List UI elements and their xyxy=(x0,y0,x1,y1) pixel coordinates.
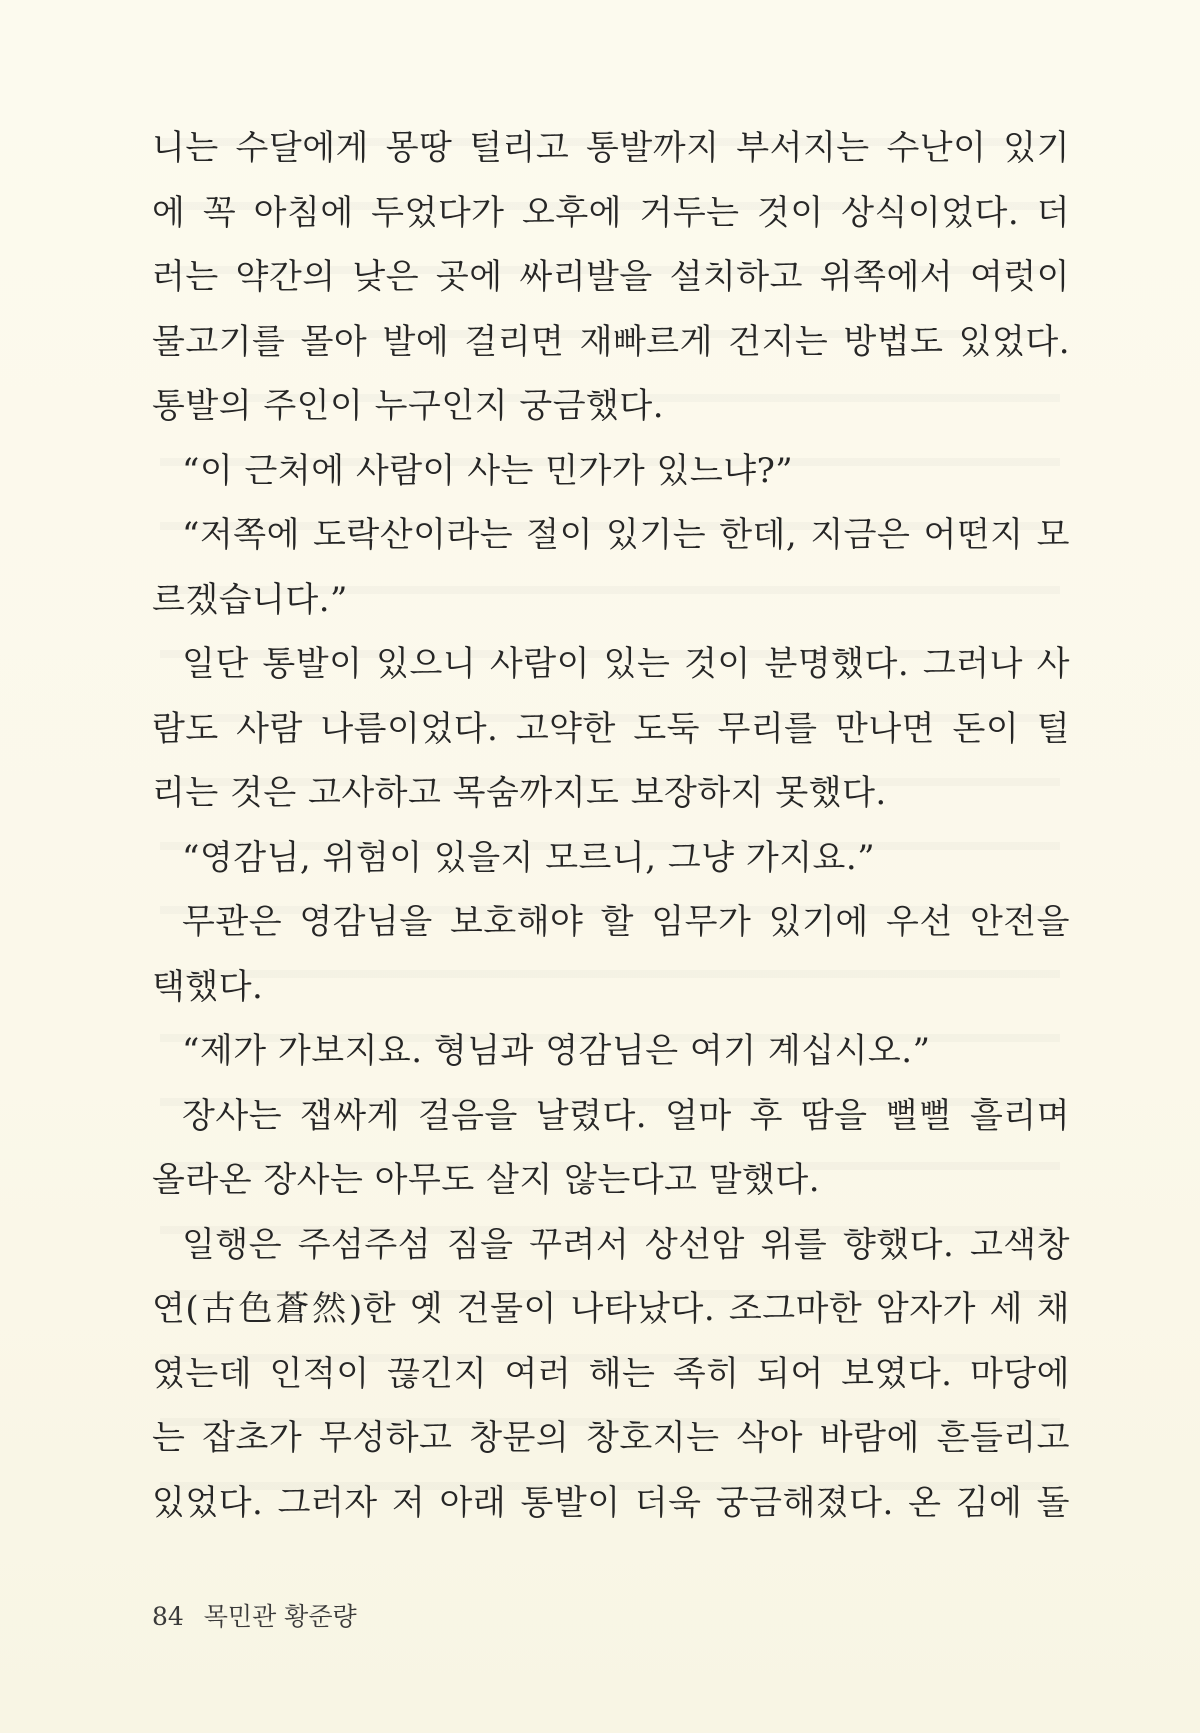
text-line: 물고기를 몰아 발에 걸리면 재빠르게 건지는 방법도 있었다. xyxy=(152,321,1070,362)
text-line: 에 꼭 아침에 두었다가 오후에 거두는 것이 상식이었다. 더 xyxy=(152,192,1070,233)
text-line: 통발의 주인이 누구인지 궁금했다. xyxy=(152,386,665,426)
text-line: 러는 약간의 낮은 곳에 싸리발을 설치하고 위쪽에서 여럿이 xyxy=(152,257,1070,297)
text-line: 일단 통발이 있으니 사람이 있는 것이 분명했다. 그러나 사 xyxy=(182,644,1070,684)
text-line: 무관은 영감님을 보호해야 할 임무가 있기에 우선 안전을 xyxy=(182,902,1070,942)
text-line: 있었다. 그러자 저 아래 통발이 더욱 궁금해졌다. 온 김에 돌 xyxy=(152,1482,1070,1523)
text-line: 는 잡초가 무성하고 창문의 창호지는 삭아 바람에 흔들리고 xyxy=(152,1418,1070,1458)
text-line: 올라온 장사는 아무도 살지 않는다고 말했다. xyxy=(152,1160,821,1200)
text-line: 장사는 잽싸게 걸음을 날렸다. 얼마 후 땀을 뻘뻘 흘리며 xyxy=(182,1095,1070,1136)
page-number: 84 xyxy=(152,1602,184,1631)
text-line: 연(古色蒼然)한 옛 건물이 나타났다. 조그마한 암자가 세 채 xyxy=(152,1289,1070,1329)
text-line: 리는 것은 고사하고 목숨까지도 보장하지 못했다. xyxy=(152,773,887,813)
text-line: 였는데 인적이 끊긴지 여러 해는 족히 되어 보였다. 마당에 xyxy=(152,1353,1070,1394)
book-title: 목민관 황준량 xyxy=(203,1602,357,1631)
text-line: 택했다. xyxy=(152,966,264,1007)
text-line: 니는 수달에게 몽땅 털리고 통발까지 부서지는 수난이 있기 xyxy=(152,128,1070,168)
dialogue-line: “저쪽에 도락산이라는 절이 있기는 한데, 지금은 어떤지 모 xyxy=(182,515,1070,555)
dialogue-line: 르겠습니다.” xyxy=(152,579,348,620)
text-line: 람도 사람 나름이었다. 고약한 도둑 무리를 만나면 돈이 털 xyxy=(152,708,1070,749)
dialogue-line: “제가 가보지요. 형님과 영감님은 여기 계십시오.” xyxy=(182,1031,931,1071)
body-text xyxy=(152,116,1070,1535)
dialogue-line: “영감님, 위험이 있을지 모르니, 그냥 가지요.” xyxy=(182,837,876,878)
dialogue-line: “이 근처에 사람이 사는 민가가 있느냐?” xyxy=(182,450,794,491)
page-footer xyxy=(152,1597,357,1633)
text-line: 일행은 주섬주섬 짐을 꾸려서 상선암 위를 향했다. 고색창 xyxy=(182,1224,1070,1265)
